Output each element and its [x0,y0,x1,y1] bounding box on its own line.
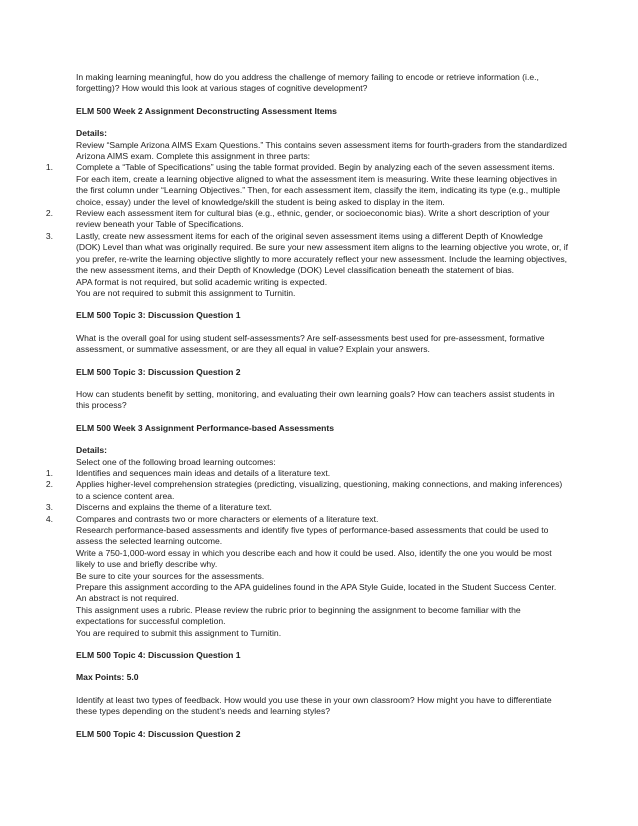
list-item [45,467,568,479]
list-text: Discerns and explains the theme of a literature text. [76,502,272,513]
topic4-q2-heading: ELM 500 Topic 4: Discussion Question 2 [76,728,241,739]
week2-heading: ELM 500 Week 2 Assignment Deconstructing Assessment Items [76,105,337,116]
list-number: 3. [45,502,53,513]
list-item [45,502,568,513]
topic3-q1-text: What is the overall goal for using student self-assessments? Are self-assessments best used for pre-assessment, formative assessment, or summative assessment, or are they all equal in value? Explain your answers. [76,332,545,355]
week2-intro: Review “Sample Arizona AIMS Exam Questions.” This contains seven assessment items for fourth-graders from the standardized Arizona AIMS exam. Complete this assignment in three parts: [76,139,567,162]
week3-note: This assignment uses a rubric. Please review the rubric prior to beginning the assignment to become familiar with the expectations for successful completion. [76,604,521,627]
list-text: Lastly, create new assessment items for each of the original seven assessment items using a different Depth of Knowledge (DOK) Level than what was originally required. Be sure your new assessment item aligns to the learning objective you wrote, or, if you prefer, re-write the learning objective slightly to more accurately reflect your new assessment. Include the learning objectives, the new assessment items, and their Depth of Knowledge (DOK) Level classification beneath the statement of bias. [76,230,568,276]
week3-note: Be sure to cite your sources for the assessments. [76,570,265,581]
week3-note: Prepare this assignment according to the APA guidelines found in the APA Style Guide, located in the Student Success Center. An abstract is not required. [76,582,557,604]
topic3-q1-heading: ELM 500 Topic 3: Discussion Question 1 [76,310,241,321]
topic3-q2-text: How can students benefit by setting, monitoring, and evaluating their own learning goals? How can teachers assist students in this process? [76,388,555,411]
intro-question: In making learning meaningful, how do you address the challenge of memory failing to encode or retrieve information (i.e., forgetting)? How would this look at various stages of cognitive development? [76,72,539,94]
list-text: Identifies and sequences main ideas and details of a literature text. [76,467,331,478]
week2-list [45,162,568,276]
week2-note: You are not required to submit this assignment to Turnitin. [76,287,296,298]
list-number: 2. [45,208,53,219]
list-number: 3. [45,230,53,241]
list-text: Review each assessment item for cultural bias (e.g., ethnic, gender, or socioeconomic bias). Write a short description of your review beneath your Table of Specifications. [76,208,550,230]
list-number: 2. [45,479,53,490]
list-number: 1. [45,162,53,173]
week3-intro: Select one of the following broad learning outcomes: [76,456,276,467]
list-number: 1. [45,467,53,478]
list-text: Complete a “Table of Specifications” using the table format provided. Begin by analyzing each of the seven assessment items. For each item, create a learning objective aligned to what the assessment item is measuring. Write these learning objectives in the first column under “Learning Objectives.” Then, for each assessment item, classify the item, indicating its type (e.g., multiple choice, essay) under the level of knowledge/skill the student is being asked to display in the item. [76,162,561,207]
week2-details-label: Details: [76,128,108,139]
week3-note: Research performance-based assessments and identify five types of performance-based assessments that could be used to assess the selected learning outcome. [76,525,549,547]
list-item [45,208,568,231]
week3-details-label: Details: [76,445,108,456]
topic4-q1-heading: ELM 500 Topic 4: Discussion Question 1 [76,650,241,661]
topic3-q2-heading: ELM 500 Topic 3: Discussion Question 2 [76,366,241,377]
topic4-q1-text: Identify at least two types of feedback. How would you use these in your own classroom? How might you have to differentiate these types depending on the student’s needs and learning styles? [76,694,552,717]
week3-note: You are required to submit this assignment to Turnitin. [76,627,282,638]
topic4-q1-max-points: Max Points: 5.0 [76,672,139,683]
week3-heading: ELM 500 Week 3 Assignment Performance-based Assessments [76,422,335,433]
list-item [45,230,568,277]
list-item [45,162,568,208]
list-item [45,513,568,525]
week2-note: APA format is not required, but solid academic writing is expected. [76,276,328,287]
list-text: Applies higher-level comprehension strategies (predicting, visualizing, questioning, making connections, and making inferences) to a science content area. [76,479,563,501]
week3-note: Write a 750-1,000-word essay in which you describe each and how it could be used. Also, identify the one you would be most likely to use and briefly describe why. [76,547,552,570]
list-number: 4. [45,513,53,524]
week3-list [45,467,568,525]
list-text: Compares and contrasts two or more characters or elements of a literature text. [76,513,379,524]
list-item [45,479,568,502]
